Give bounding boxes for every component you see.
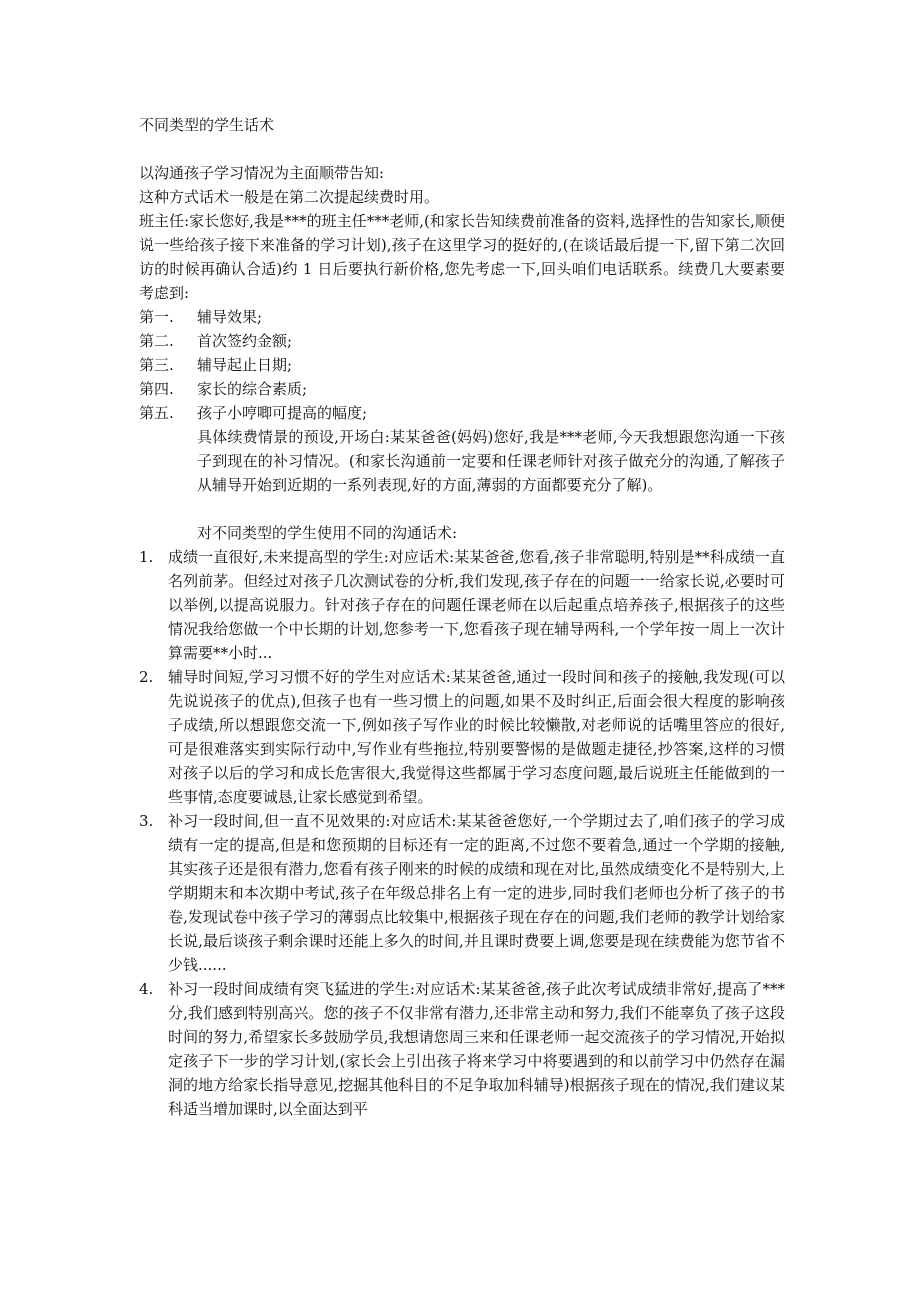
factor-label: 第三. <box>139 356 174 374</box>
intro-line-1: 以沟通孩子学习情况为主面顺带告知: <box>139 164 385 182</box>
factor-text: 孩子小哼唧可提高的幅度; <box>197 404 368 422</box>
list-item <box>139 545 785 665</box>
factor-label: 第一. <box>139 308 174 326</box>
section-intro: 对不同类型的学生使用不同的沟通话术: <box>197 524 458 542</box>
factor-label: 第二. <box>139 332 174 350</box>
list-item <box>139 977 785 1121</box>
list-item-number: 4. <box>139 980 154 998</box>
list-item-number: 2. <box>139 668 154 686</box>
factor-text: 首次签约金额; <box>197 332 293 350</box>
scenario-paragraph: 具体续费情景的预设,开场白:某某爸爸(妈妈)您好,我是***老师,今天我想跟您沟通一下孩子到现在的补习情况。(和家长沟通前一定要和任课老师针对孩子做充分的沟通,了解孩子从辅导开始到近期的一系列表现,好的方面,薄弱的方面都要充分了解)。 <box>197 428 785 494</box>
document-title: 不同类型的学生话术 <box>139 116 275 134</box>
factor-item <box>139 353 785 377</box>
factor-list <box>139 305 785 425</box>
list-item-text: 辅导时间短,学习习惯不好的学生对应话术:某某爸爸,通过一段时间和孩子的接触,我发现(可以先说说孩子的优点),但孩子也有一些习惯上的问题,如果不及时纠正,后面会很大程度的影响孩子成绩,所以想跟您交流一下,例如孩子写作业的时候比较懒散,对老师说的话嘴里答应的很好,可是很难落实到实际行动中,写作业有些拖拉,特别要警惕的是做题走捷径,抄答案,这样的习惯对孩子以后的学习和成长危害很大,我觉得这些都属于学习态度问题,最后说班主任能做到的一些事情,态度要诚恳,让家长感觉到希望。 <box>168 668 785 806</box>
intro-paragraph: 班主任:家长您好,我是***的班主任***老师,(和家长告知续费前准备的资料,选择性的告知家长,顺便说一些给孩子接下来准备的学习计划),孩子在这里学习的挺好的,(在谈话最后提一下,留下第二次回访的时候再确认合适)约 1 日后要执行新价格,您先考虑一下,回头咱们电话联系。续费几大要素要考虑到: <box>139 212 785 302</box>
list-item <box>139 665 785 809</box>
factor-text: 辅导效果; <box>197 308 263 326</box>
intro-line-2: 这种方式话术一般是在第二次提起续费时用。 <box>139 188 440 206</box>
blank-line <box>139 137 785 161</box>
list-item-text: 成绩一直很好,未来提高型的学生:对应话术:某某爸爸,您看,孩子非常聪明,特别是**科成绩一直名列前茅。但经过对孩子几次测试卷的分析,我们发现,孩子存在的问题一一给家长说,必要时可以举例,以提高说服力。针对孩子存在的问题任课老师在以后起重点培养孩子,根据孩子的这些情况我给您做一个中长期的计划,您参考一下,您看孩子现在辅导两科,一个学年按一周上一次计算需要**小时... <box>168 548 785 662</box>
list-item <box>139 809 785 977</box>
factor-item <box>139 377 785 401</box>
factor-item <box>139 305 785 329</box>
factor-text: 辅导起止日期; <box>197 356 293 374</box>
document-body <box>139 113 785 1121</box>
list-item-text: 补习一段时间成绩有突飞猛进的学生:对应话术:某某爸爸,孩子此次考试成绩非常好,提高了***分,我们感到特别高兴。您的孩子不仅非常有潜力,还非常主动和努力,我们不能辜负了孩子这段时间的努力,希望家长多鼓励学员,我想请您周三来和任课老师一起交流孩子的学习情况,开始拟定孩子下一步的学习计划,(家长会上引出孩子将来学习中将要遇到的和以前学习中仍然存在漏洞的地方给家长指导意见,挖掘其他科目的不足争取加科辅导)根据孩子现在的情况,我们建议某科适当增加课时,以全面达到平 <box>168 980 785 1118</box>
factor-label: 第五. <box>139 404 174 422</box>
factor-item <box>139 401 785 425</box>
factor-label: 第四. <box>139 380 174 398</box>
factor-text: 家长的综合素质; <box>197 380 308 398</box>
list-item-number: 1. <box>139 548 154 566</box>
list-item-text: 补习一段时间,但一直不见效果的:对应话术:某某爸爸您好,一个学期过去了,咱们孩子的学习成绩有一定的提高,但是和您预期的目标还有一定的距离,不过您不要着急,通过一个学期的接触,其实孩子还是很有潜力,您看有孩子刚来的时候的成绩和现在对比,虽然成绩变化不是特别大,上学期期末和本次期中考试,孩子在年级总排名上有一定的进步,同时我们老师也分析了孩子的书卷,发现试卷中孩子学习的薄弱点比较集中,根据孩子现在存在的问题,我们老师的教学计划给家长说,最后谈孩子剩余课时还能上多久的时间,并且课时费要上调,您要是现在续费能为您节省不少钱...... <box>168 812 785 974</box>
factor-item <box>139 329 785 353</box>
blank-line <box>139 497 785 521</box>
numbered-list <box>139 545 785 1121</box>
list-item-number: 3. <box>139 812 154 830</box>
